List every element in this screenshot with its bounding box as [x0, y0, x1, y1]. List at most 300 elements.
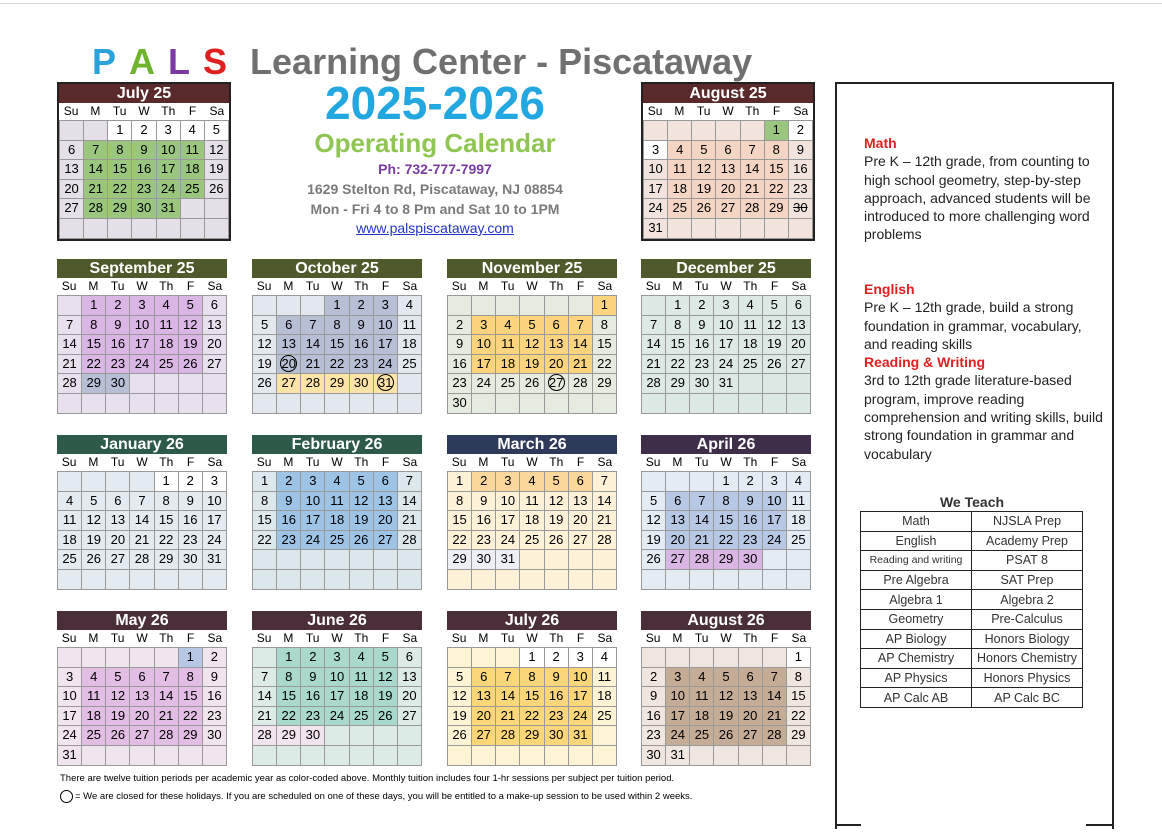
- day-cell: 16: [789, 160, 813, 180]
- brand-letter: S: [203, 41, 228, 82]
- day-cell: 12: [448, 687, 472, 707]
- empty-cell: [642, 648, 666, 668]
- weekday-label: Tu: [500, 455, 515, 469]
- empty-cell: [179, 394, 203, 414]
- empty-cell: [253, 394, 277, 414]
- empty-cell: [520, 746, 544, 766]
- subject-cell: AP Calc AB: [861, 688, 972, 708]
- weekday-label: Th: [161, 104, 176, 118]
- day-cell: 1: [155, 472, 179, 492]
- day-cell: 30: [472, 550, 496, 570]
- empty-cell: [374, 550, 398, 570]
- empty-cell: [205, 199, 229, 219]
- subject-cell: Pre-Calculus: [972, 609, 1083, 629]
- month-title: April 26: [641, 435, 811, 454]
- empty-cell: [203, 746, 227, 766]
- empty-cell: [277, 296, 301, 316]
- day-cell: 25: [690, 726, 714, 746]
- empty-cell: [763, 648, 787, 668]
- day-cell: 13: [60, 160, 84, 180]
- day-cell: 28: [496, 726, 520, 746]
- we-teach-table: [860, 511, 1083, 708]
- day-cell: 25: [350, 707, 374, 727]
- day-cell: 16: [132, 160, 156, 180]
- day-cell: 12: [106, 687, 130, 707]
- day-cell: 28: [253, 726, 277, 746]
- weekday-label: Su: [647, 104, 663, 118]
- empty-cell: [789, 219, 813, 239]
- day-cell: 23: [203, 707, 227, 727]
- weekday-label: Th: [549, 455, 564, 469]
- day-cell: 7: [642, 316, 666, 336]
- day-cell: 24: [325, 707, 349, 727]
- empty-cell: [130, 648, 154, 668]
- weekday-label: Sa: [791, 631, 807, 645]
- day-cell: 17: [325, 687, 349, 707]
- day-cell: 5: [205, 121, 229, 141]
- empty-cell: [520, 296, 544, 316]
- day-cell: 5: [179, 296, 203, 316]
- day-cell: 9: [642, 687, 666, 707]
- day-cell: 19: [179, 335, 203, 355]
- day-cell: 13: [374, 492, 398, 512]
- day-cell: 6: [374, 472, 398, 492]
- empty-cell: [179, 374, 203, 394]
- day-cell: 20: [569, 511, 593, 531]
- day-cell: 26: [520, 374, 544, 394]
- day-cell: 21: [155, 707, 179, 727]
- day-cell: 25: [58, 550, 82, 570]
- day-cell: 6: [60, 141, 84, 161]
- day-cell: 1: [448, 472, 472, 492]
- math-heading: Math: [864, 135, 897, 151]
- day-cell: 31: [569, 726, 593, 746]
- day-cell: 20: [106, 531, 130, 551]
- month-title: December 25: [641, 259, 811, 278]
- day-cell: 20: [374, 511, 398, 531]
- weekday-row: [57, 454, 227, 471]
- empty-cell: [448, 648, 472, 668]
- empty-cell: [205, 219, 229, 239]
- day-cell: 5: [448, 668, 472, 688]
- empty-cell: [130, 570, 154, 590]
- empty-cell: [666, 472, 690, 492]
- day-cell: 27: [472, 726, 496, 746]
- day-grid: [447, 471, 617, 590]
- day-cell: 31: [666, 746, 690, 766]
- day-cell: 18: [668, 180, 692, 200]
- day-cell: 25: [496, 374, 520, 394]
- month-calendar: [641, 435, 811, 590]
- day-cell: 26: [205, 180, 229, 200]
- weekday-label: Su: [61, 455, 77, 469]
- day-cell: 25: [82, 726, 106, 746]
- empty-cell: [398, 570, 422, 590]
- empty-cell: [593, 550, 617, 570]
- day-cell: 10: [763, 492, 787, 512]
- day-cell: 21: [398, 511, 422, 531]
- day-grid: [641, 295, 811, 414]
- empty-cell: [496, 648, 520, 668]
- day-cell: 24: [569, 707, 593, 727]
- empty-cell: [787, 394, 811, 414]
- day-cell: 1: [787, 648, 811, 668]
- english-text: Pre K – 12th grade, build a strong foundation in grammar, vocabulary, and reading skills: [864, 299, 1082, 352]
- weekday-label: M: [88, 631, 99, 645]
- day-cell: 26: [763, 355, 787, 375]
- day-cell: 22: [787, 707, 811, 727]
- empty-cell: [642, 394, 666, 414]
- math-text: Pre K – 12th grade, from counting to high school geometry, step-by-step approach, advanced students will be introduced to more challenging word problems: [864, 153, 1091, 243]
- weekday-label: W: [136, 455, 148, 469]
- day-cell: 30: [642, 746, 666, 766]
- day-cell: 9: [789, 141, 813, 161]
- empty-cell: [690, 746, 714, 766]
- day-cell: 6: [716, 141, 740, 161]
- month-title: February 26: [252, 435, 422, 454]
- day-grid: [59, 120, 229, 239]
- day-cell: 30: [690, 374, 714, 394]
- empty-cell: [692, 219, 716, 239]
- day-cell: 27: [569, 531, 593, 551]
- weekday-label: Sa: [597, 455, 613, 469]
- subject-cell: Academy Prep: [972, 531, 1083, 551]
- day-cell: 1: [277, 648, 301, 668]
- reading-text: 3rd to 12th grade literature-based program, improve reading comprehension and writing skills, build strong foundation in grammar and vocabulary: [864, 372, 1103, 462]
- day-cell: 2: [690, 296, 714, 316]
- day-cell: 15: [520, 687, 544, 707]
- day-cell: 25: [181, 180, 205, 200]
- subject-cell: AP Physics: [861, 668, 972, 688]
- weekday-label: W: [720, 279, 732, 293]
- holiday-circle-icon: [60, 790, 73, 803]
- day-cell: 15: [277, 687, 301, 707]
- weekday-label: Sa: [402, 279, 418, 293]
- empty-cell: [690, 394, 714, 414]
- day-cell: 30: [179, 550, 203, 570]
- day-cell: 6: [106, 492, 130, 512]
- day-cell: 10: [374, 316, 398, 336]
- weekday-row: [57, 630, 227, 647]
- day-cell: 28: [593, 531, 617, 551]
- day-grid: [57, 471, 227, 590]
- day-cell: 19: [448, 707, 472, 727]
- weekday-label: Su: [451, 279, 467, 293]
- weekday-label: Sa: [207, 631, 223, 645]
- month-calendar: [57, 611, 227, 766]
- day-cell: 21: [301, 355, 325, 375]
- day-cell: 20: [666, 531, 690, 551]
- empty-cell: [787, 550, 811, 570]
- day-cell: 29: [666, 374, 690, 394]
- we-teach-row: [861, 512, 1083, 532]
- empty-cell: [741, 219, 765, 239]
- empty-cell: [277, 394, 301, 414]
- english-section: [864, 280, 1104, 463]
- day-cell: 17: [130, 335, 154, 355]
- empty-cell: [301, 570, 325, 590]
- weekday-label: F: [186, 279, 195, 293]
- day-cell: 2: [203, 648, 227, 668]
- weekday-label: M: [672, 631, 683, 645]
- day-cell: 9: [448, 335, 472, 355]
- website-link[interactable]: www.palspiscataway.com: [356, 220, 514, 236]
- empty-cell: [58, 394, 82, 414]
- day-cell: 29: [765, 199, 789, 219]
- day-cell: 10: [325, 668, 349, 688]
- day-cell: 16: [350, 335, 374, 355]
- day-cell: 30: [545, 726, 569, 746]
- weekday-label: Su: [61, 631, 77, 645]
- day-cell: 4: [593, 648, 617, 668]
- day-cell: 2: [301, 648, 325, 668]
- day-cell: 2: [132, 121, 156, 141]
- empty-cell: [763, 394, 787, 414]
- day-cell: 12: [692, 160, 716, 180]
- day-cell: 9: [132, 141, 156, 161]
- empty-cell: [593, 726, 617, 746]
- empty-cell: [569, 570, 593, 590]
- day-cell: 19: [350, 511, 374, 531]
- day-cell: 27: [666, 550, 690, 570]
- weekday-label: Sa: [791, 279, 807, 293]
- empty-cell: [301, 746, 325, 766]
- day-grid: [447, 647, 617, 766]
- day-cell: 29: [179, 726, 203, 746]
- day-cell: 15: [82, 335, 106, 355]
- weekday-label: W: [136, 631, 148, 645]
- empty-cell: [714, 746, 738, 766]
- day-cell: 10: [301, 492, 325, 512]
- day-cell: 1: [253, 472, 277, 492]
- day-cell: 22: [108, 180, 132, 200]
- weekday-label: Tu: [110, 631, 125, 645]
- weekday-label: F: [576, 631, 585, 645]
- day-cell: 12: [205, 141, 229, 161]
- empty-cell: [203, 394, 227, 414]
- day-cell: 7: [130, 492, 154, 512]
- weekday-label: Tu: [500, 279, 515, 293]
- day-cell: 18: [155, 335, 179, 355]
- day-cell: 30: [739, 550, 763, 570]
- day-cell: 23: [789, 180, 813, 200]
- day-cell: 14: [593, 492, 617, 512]
- day-cell: 15: [714, 511, 738, 531]
- weekday-row: [447, 630, 617, 647]
- day-cell: 10: [644, 160, 668, 180]
- day-cell: 11: [787, 492, 811, 512]
- empty-cell: [301, 394, 325, 414]
- day-cell: 28: [763, 726, 787, 746]
- weekday-label: Su: [451, 631, 467, 645]
- phone-number: Ph: 732-777-7997: [378, 161, 492, 177]
- weekday-label: Tu: [112, 104, 127, 118]
- day-cell: 16: [739, 511, 763, 531]
- weekday-label: Su: [645, 455, 661, 469]
- day-cell: 5: [545, 472, 569, 492]
- day-cell: 9: [179, 492, 203, 512]
- day-cell: 24: [157, 180, 181, 200]
- empty-cell: [716, 121, 740, 141]
- day-cell: 3: [714, 296, 738, 316]
- day-cell: 14: [84, 160, 108, 180]
- empty-cell: [448, 296, 472, 316]
- day-cell: 19: [692, 180, 716, 200]
- day-cell: 27: [60, 199, 84, 219]
- day-cell: 26: [642, 550, 666, 570]
- weekday-label: Th: [743, 455, 758, 469]
- weekday-row: [641, 630, 811, 647]
- day-cell: 17: [666, 707, 690, 727]
- weekday-label: Sa: [402, 455, 418, 469]
- day-cell: 18: [350, 687, 374, 707]
- day-cell: 16: [642, 707, 666, 727]
- month-title: September 25: [57, 259, 227, 278]
- month-calendar: [252, 435, 422, 590]
- day-cell: 1: [325, 296, 349, 316]
- empty-cell: [350, 550, 374, 570]
- empty-cell: [325, 726, 349, 746]
- day-cell: 13: [739, 687, 763, 707]
- weekday-label: Tu: [305, 279, 320, 293]
- day-cell: 4: [350, 648, 374, 668]
- weekday-label: Su: [61, 279, 77, 293]
- day-cell: 4: [496, 316, 520, 336]
- day-cell: 26: [350, 531, 374, 551]
- day-cell: 30: [203, 726, 227, 746]
- day-cell: 15: [593, 335, 617, 355]
- day-cell: 3: [644, 141, 668, 161]
- empty-cell: [181, 219, 205, 239]
- day-cell: 22: [714, 531, 738, 551]
- empty-cell: [60, 121, 84, 141]
- day-cell: 9: [545, 668, 569, 688]
- day-cell: 8: [714, 492, 738, 512]
- day-cell: 22: [593, 355, 617, 375]
- empty-cell: [398, 746, 422, 766]
- empty-cell: [84, 219, 108, 239]
- empty-cell: [714, 394, 738, 414]
- empty-cell: [106, 746, 130, 766]
- day-cell: 3: [569, 648, 593, 668]
- day-cell: 9: [277, 492, 301, 512]
- weekday-label: Tu: [110, 455, 125, 469]
- day-cell: 6: [277, 316, 301, 336]
- day-cell: 19: [106, 707, 130, 727]
- weekday-label: Th: [549, 631, 564, 645]
- we-teach-row: [861, 629, 1083, 649]
- month-calendar: [252, 611, 422, 766]
- day-cell: 17: [644, 180, 668, 200]
- day-cell: 7: [569, 316, 593, 336]
- empty-cell: [106, 648, 130, 668]
- day-cell: 26: [714, 726, 738, 746]
- day-cell: 25: [398, 355, 422, 375]
- empty-cell: [130, 746, 154, 766]
- day-cell: 25: [520, 531, 544, 551]
- empty-cell: [155, 394, 179, 414]
- weekday-label: Th: [745, 104, 760, 118]
- empty-cell: [350, 394, 374, 414]
- empty-cell: [545, 550, 569, 570]
- empty-cell: [593, 746, 617, 766]
- weekday-label: W: [722, 104, 734, 118]
- empty-cell: [60, 219, 84, 239]
- day-cell: 3: [58, 668, 82, 688]
- day-cell: 23: [642, 726, 666, 746]
- day-cell: 6: [739, 668, 763, 688]
- weekday-row: [252, 630, 422, 647]
- weekday-label: Tu: [694, 455, 709, 469]
- weekday-label: M: [88, 279, 99, 293]
- weekday-label: F: [186, 455, 195, 469]
- subject-cell: Math: [861, 512, 972, 532]
- weekday-label: F: [186, 631, 195, 645]
- day-cell: 30: [448, 394, 472, 414]
- subject-cell: Geometry: [861, 609, 972, 629]
- empty-cell: [350, 746, 374, 766]
- day-cell: 21: [741, 180, 765, 200]
- day-cell: 10: [569, 668, 593, 688]
- day-cell: 7: [593, 472, 617, 492]
- weekday-row: [641, 278, 811, 295]
- day-grid: [252, 471, 422, 590]
- day-cell: 13: [472, 687, 496, 707]
- day-cell: 23: [690, 355, 714, 375]
- weekday-label: Th: [159, 631, 174, 645]
- day-cell: 12: [520, 335, 544, 355]
- month-calendar: [447, 259, 617, 414]
- empty-cell: [130, 472, 154, 492]
- day-cell: 4: [690, 668, 714, 688]
- empty-cell: [716, 219, 740, 239]
- day-cell: 27: [787, 355, 811, 375]
- day-cell: 28: [130, 550, 154, 570]
- empty-cell: [325, 394, 349, 414]
- top-divider: [0, 3, 1162, 4]
- we-teach-row: [861, 531, 1083, 551]
- weekday-label: Th: [354, 631, 369, 645]
- day-cell: 14: [569, 335, 593, 355]
- weekday-label: M: [283, 631, 294, 645]
- empty-cell: [545, 394, 569, 414]
- day-cell: 8: [520, 668, 544, 688]
- empty-cell: [642, 472, 666, 492]
- tuition-note: There are twelve tuition periods per academic year as color-coded above. Monthly tuition includes four 1-hr sessions per subject per tuition period.: [60, 773, 675, 784]
- empty-cell: [545, 296, 569, 316]
- day-cell: 17: [496, 511, 520, 531]
- day-cell: 3: [472, 316, 496, 336]
- day-cell: 2: [789, 121, 813, 141]
- day-cell: 6: [569, 472, 593, 492]
- day-cell: 17: [157, 160, 181, 180]
- empty-cell: [155, 648, 179, 668]
- day-cell: 19: [520, 355, 544, 375]
- math-section: [864, 134, 1104, 244]
- day-cell: 23: [448, 374, 472, 394]
- month-calendar: [641, 259, 811, 414]
- day-cell: 1: [82, 296, 106, 316]
- day-cell: 5: [642, 492, 666, 512]
- month-title: July 25: [59, 84, 229, 103]
- empty-cell: [350, 570, 374, 590]
- empty-cell: [496, 746, 520, 766]
- day-cell: 29: [714, 550, 738, 570]
- day-cell: 16: [277, 511, 301, 531]
- empty-cell: [58, 648, 82, 668]
- day-cell: 2: [106, 296, 130, 316]
- day-cell: 8: [108, 141, 132, 161]
